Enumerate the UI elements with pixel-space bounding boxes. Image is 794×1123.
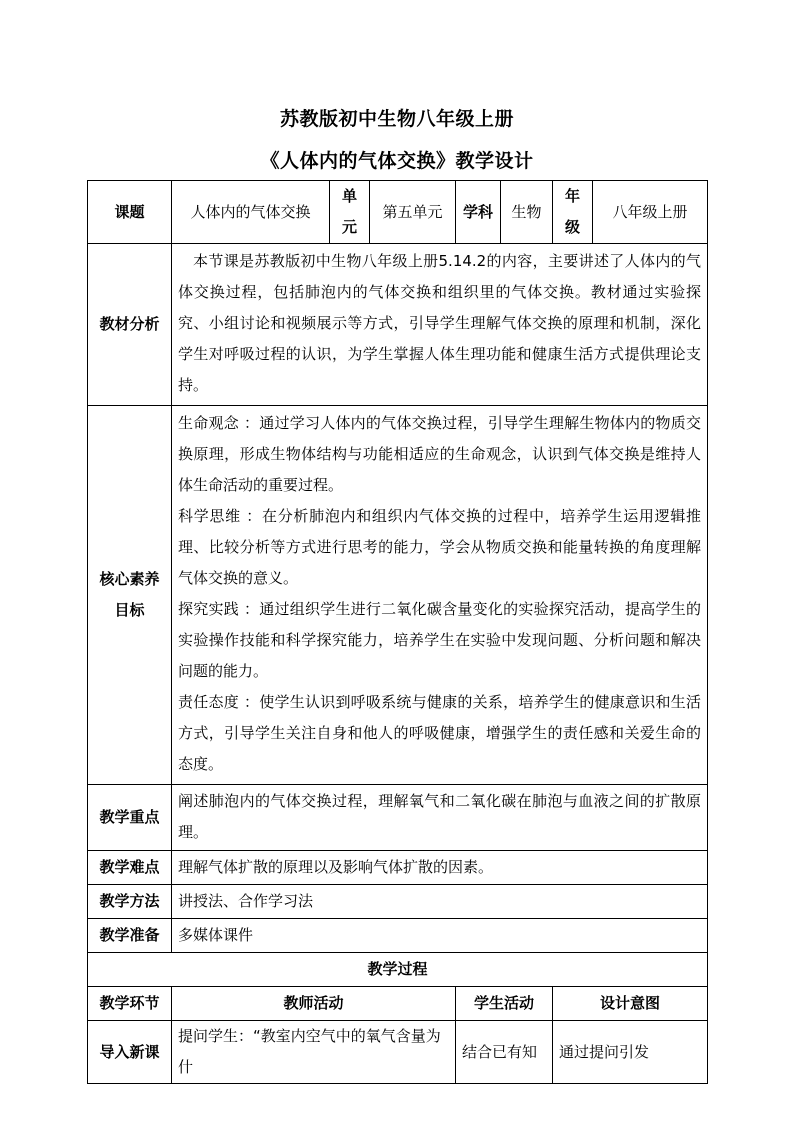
process-header-row — [88, 987, 708, 1021]
literacy-label-line2: 目标 — [114, 601, 145, 619]
intent-cell: 通过提问引发 — [553, 1021, 708, 1084]
literacy-row — [88, 406, 708, 785]
student-cell: 结合已有知 — [456, 1021, 553, 1084]
difficulty-text: 理解气体扩散的原理以及影响气体扩散的因素。 — [172, 851, 708, 885]
difficulty-row — [88, 851, 708, 885]
prep-text: 多媒体课件 — [172, 919, 708, 953]
unit-value: 第五单元 — [370, 181, 456, 244]
stage-cell: 导入新课 — [88, 1021, 172, 1084]
process-heading-row — [88, 953, 708, 987]
literacy-label-line1: 核心素养 — [99, 570, 160, 588]
col-student-header: 学生活动 — [456, 987, 553, 1021]
analysis-text: 本节课是苏教版初中生物八年级上册5.14.2的内容，主要讲述了人体内的气体交换过程，包括肺泡内的气体交换和组织里的气体交换。教材通过实验探究、小组讨论和视频展示等方式，引导学生理解气体交换的原理和机制，深化学生对呼吸过程的认识，为学生掌握人体生理功能和健康生活方式提供理论支持。 — [178, 252, 702, 394]
document-subtitle: 《人体内的气体交换》教学设计 — [260, 150, 534, 172]
method-label: 教学方法 — [88, 885, 172, 919]
literacy-item-thinking: 科学思维 ：在分析肺泡内和组织内气体交换的过程中，培养学生运用逻辑推理、比较分析等方式进行思考的能力，学会从物质交换和能量转换的角度理解气体交换的意义。 — [178, 507, 702, 587]
difficulty-label: 教学难点 — [88, 851, 172, 885]
literacy-label — [88, 406, 172, 785]
subject-label: 学科 — [456, 181, 501, 244]
process-heading: 教学过程 — [88, 953, 708, 987]
grade-label: 年级 — [553, 181, 593, 244]
grade-value: 八年级上册 — [593, 181, 708, 244]
topic-label: 课题 — [88, 181, 172, 244]
method-text: 讲授法、合作学习法 — [172, 885, 708, 919]
literacy-item-life: 生命观念 ：通过学习人体内的气体交换过程，引导学生理解生物体内的物质交换原理，形成生物体结构与功能相适应的生命观念，认识到气体交换是维持人体生命活动的重要过程。 — [178, 414, 702, 494]
table-row — [88, 1021, 708, 1084]
key-point-row — [88, 785, 708, 851]
literacy-item-responsibility: 责任态度 ：使学生认识到呼吸系统与健康的关系，培养学生的健康意识和生活方式，引导学生关注自身和他人的呼吸健康，增强学生的责任感和关爱生命的态度。 — [178, 693, 702, 773]
analysis-row — [88, 244, 708, 406]
topic-value: 人体内的气体交换 — [172, 181, 330, 244]
lesson-plan-table — [87, 180, 708, 1084]
literacy-item-practice: 探究实践 ：通过组织学生进行二氧化碳含量变化的实验探究活动，提高学生的实验操作技能和科学探究能力，培养学生在实验中发现问题、分析问题和解决问题的能力。 — [178, 600, 702, 680]
method-row — [88, 885, 708, 919]
prep-label: 教学准备 — [88, 919, 172, 953]
document-title: 苏教版初中生物八年级上册 — [279, 108, 514, 130]
col-intent-header: 设计意图 — [553, 987, 708, 1021]
topic-row — [88, 181, 708, 244]
key-point-text: 阐述肺泡内的气体交换过程，理解氧气和二氧化碳在肺泡与血液之间的扩散原理。 — [178, 792, 702, 841]
col-teacher-header: 教师活动 — [172, 987, 456, 1021]
unit-label: 单元 — [330, 181, 370, 244]
teacher-cell: 提问学生：“教室内空气中的氧气含量为什 — [172, 1021, 456, 1084]
prep-row — [88, 919, 708, 953]
subject-value: 生物 — [501, 181, 553, 244]
col-stage-header: 教学环节 — [88, 987, 172, 1021]
analysis-label: 教材分析 — [88, 244, 172, 406]
key-point-label: 教学重点 — [88, 785, 172, 851]
